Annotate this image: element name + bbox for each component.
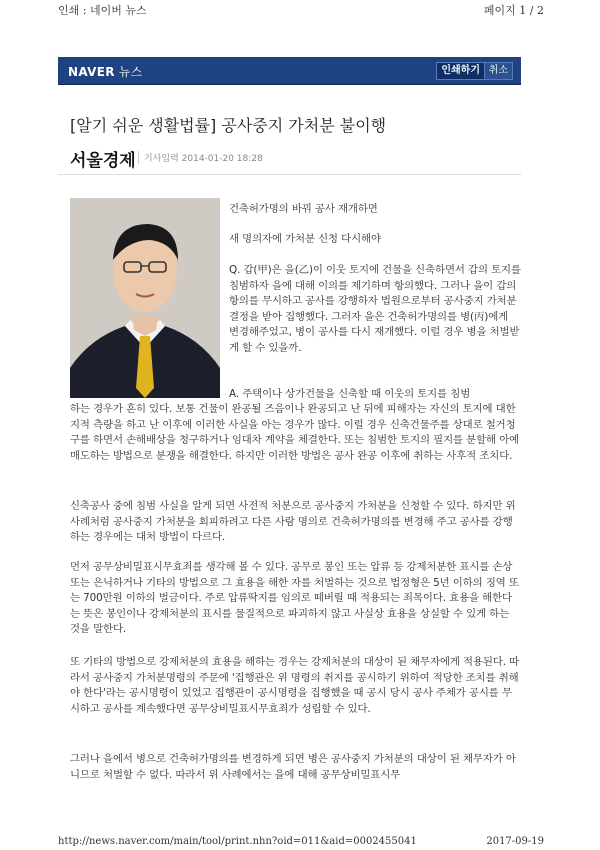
article-title: [알기 쉬운 생활법률] 공사중지 가처분 불이행 (70, 116, 387, 135)
print-footer-url: http://news.naver.com/main/tool/print.nhn?oid=011&aid=0002455041 (58, 836, 417, 847)
cancel-button[interactable]: 취소 (484, 62, 513, 80)
paragraph-2: 신축공사 중에 침범 사실을 알게 되면 사전적 처분으로 공사중지 가처분을 신청할 수 있다. 하지만 위 사례처럼 공사중지 가처분을 회피하려고 다른 사람 명의로 건축허가명의를 변경해 주고 공사를 강행하는 경우에는 대처 방법이 다르다. (70, 500, 516, 543)
press-name: 서울경제 (70, 151, 136, 171)
paragraph-4: 또 기타의 방법으로 강제처분의 효용을 해하는 경우는 강제처분의 대상이 된 채무자에게 적용된다. 따라서 공사중지 가처분명령의 주문에 '집행관은 위 명령의 취지를 공시하기 위하여 적당한 조치를 취해야 한다'라는 공시명령이 있었고 집행관이 공시명령을 집행했을 때 공시 당시 공사 주체가 공시를 무시하고 공사를 계속했다면 공무상비밀표시무효죄가 성립할 수 있다. (70, 656, 520, 715)
answer-first-line: A. 주택이나 상가건물을 신축할 때 이웃의 토지를 침범 (229, 388, 471, 400)
naver-logo[interactable]: NAVER 뉴스 (68, 65, 143, 79)
header-divider (58, 174, 521, 175)
paragraph-5: 그러나 을에서 병으로 건축허가명의를 변경하게 되면 병은 공사중지 가처분의 대상이 된 채무자가 아니므로 처벌할 수 없다. 따라서 위 사례에서는 을에 대해 공무상비밀표시무 (70, 753, 516, 781)
print-header-page: 페이지 1 / 2 (483, 4, 544, 17)
paragraph-3: 먼저 공무상비밀표시무효죄를 생각해 볼 수 있다. 공무로 봉인 또는 압류 등 강제처분한 표시를 손상 또는 은닉하거나 기타의 방법으로 그 효용을 해한 자를 처벌하는 것으로 법정형은 5년 이하의 징역 또는 700만원 이하의 벌금이다. 주로 압류딱지를 임의로 떼버릴 때 적용되는 죄목이다. 효용을 해한다는 뜻은 봉인이나 강제처분의 표시를 물질적으로 파괴하지 않고 사실상 효용을 상실할 수 있게 하는 것을 말한다. (70, 561, 519, 635)
print-header (0, 0, 600, 20)
print-header-title: 인쇄 : 네이버 뉴스 (58, 4, 147, 17)
print-footer-date: 2017-09-19 (486, 836, 544, 847)
article-byline: 기사입력 2014-01-20 18:28 (138, 151, 263, 164)
print-button[interactable]: 인쇄하기 (436, 62, 485, 80)
lead-line-2: 새 명의자에 가처분 신청 다시해야 (229, 233, 381, 245)
answer-paragraph: 하는 경우가 흔히 있다. 보통 건물이 완공될 즈음이나 완공되고 난 뒤에 피해자는 자신의 토지에 대한 지적 측량을 하고 난 이후에 이러한 사실을 아는 경우가 많다. 이럴 경우 신축건물주를 상대로 철거청구를 하면서 손해배상을 청구하거나 임대차 계약을 체결한다. 또는 침범한 토지의 필지를 분할해 아예 매도하는 방법으로 분쟁을 해결한다. 하지만 이러한 방법은 공사 완공 이후에 취하는 사후적 조치다. (70, 403, 520, 462)
question-paragraph: Q. 갑(甲)은 을(乙)이 이웃 토지에 건물을 신축하면서 갑의 토지를 침범하자 을에 대해 이의를 제기하며 항의했다. 그러나 을이 갑의 항의를 무시하고 공사를 강행하자 법원으로부터 공사중지 가처분 결정을 받아 집행했다. 그러자 을은 건축허가명의를 병(丙)에게 변경해주었고, 병이 공사를 다시 재개했다. 이럴 경우 병을 처벌받게 할 수 있을까. (229, 264, 521, 354)
naver-news-bar (58, 57, 521, 85)
lead-line-1: 건축허가명의 바꿔 공사 재개하면 (229, 203, 378, 215)
print-footer (0, 834, 600, 850)
person-portrait-icon (70, 198, 220, 398)
